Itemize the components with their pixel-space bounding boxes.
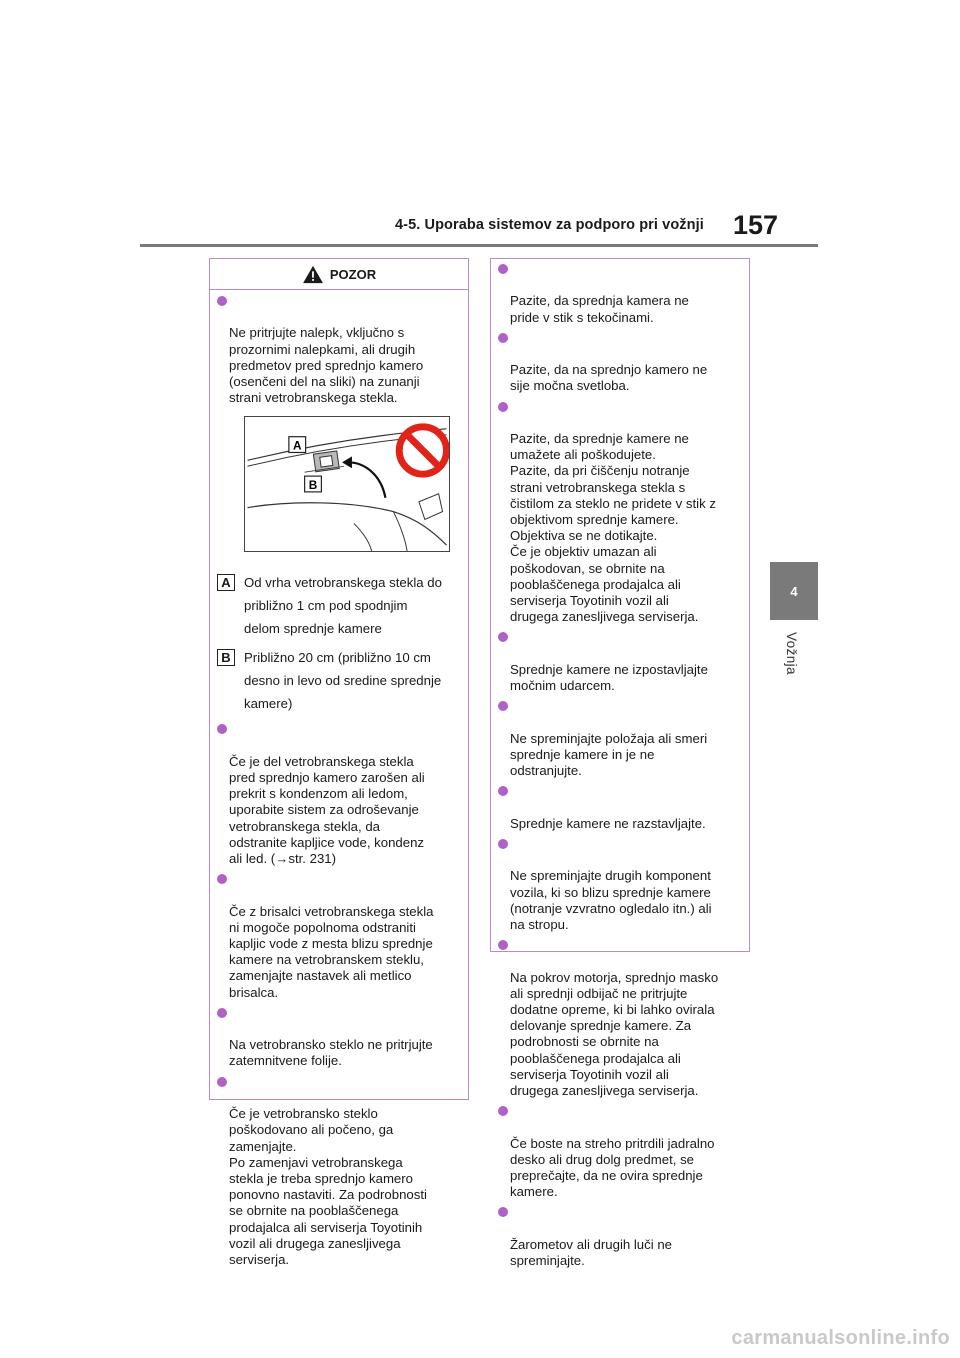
list-item <box>217 293 458 406</box>
chapter-label: Vožnja <box>784 632 799 675</box>
list-item <box>498 698 739 779</box>
bullet-text: Sprednje kamere ne razstavljajte. <box>510 815 706 831</box>
chapter-number: 4 <box>790 583 798 599</box>
bullet-text: Pazite, da na sprednjo kamero ne sije močna svetloba. <box>510 362 708 394</box>
bullet-icon <box>498 264 508 274</box>
bullet-text: Če je del vetrobranskega stekla pred sprednjo kamero zarošen ali prekrit s kondenzom ali ledom, uporabite sistem za odroševanje vetrobranskega stekla, da odstranite kapljice vode, kondenz ali led. (→str. 231) <box>229 753 425 867</box>
list-item <box>498 937 739 1099</box>
bullet-text: Žarometov ali drugih luči ne spreminjajte. <box>510 1236 672 1268</box>
bullet-icon <box>498 701 508 711</box>
list-item <box>217 1074 458 1268</box>
bullet-icon <box>498 940 508 950</box>
list-item <box>498 629 739 694</box>
bullet-text: Ne pritrjujte nalepk, vključno s prozornimi nalepkami, ali drugih predmetov pred sprednjo kamero (osenčeni del na sliki) na zunanji strani vetrobranskega stekla. <box>229 325 424 406</box>
list-item <box>498 1103 739 1200</box>
warning-icon <box>302 265 324 284</box>
list-item <box>217 871 458 1001</box>
bullet-icon <box>498 1207 508 1217</box>
label-a-key: A <box>217 574 235 591</box>
bullet-text: Pazite, da sprednje kamere ne umažete ali poškodujete. Pazite, da pri čiščenju notranje strani vetrobranskega stekla s čistilom za steklo ne pridete v stik z objektivom sprednje kamere. Objektiva se ne dotikajte. Če je objektiv umazan ali poškodovan, se obrnite na pooblaščenega prodajalca ali serviserja Toyotinih vozil ali drugega zanesljivega serviserja. <box>510 431 716 625</box>
caution-box-left <box>209 258 469 1267</box>
bullet-icon <box>498 402 508 412</box>
windshield-camera-illustration <box>244 416 450 552</box>
bullet-text: Če je vetrobransko steklo poškodovano ali počeno, ga zamenjajte. Po zamenjavi vetrobranskega stekla je treba sprednjo kamero ponovno nastaviti. Za podrobnosti se obrnite na pooblaščenega prodajalca ali serviserja Toyotinih vozil ali drugega zanesljivega serviserja. <box>229 1106 427 1267</box>
prohibited-icon <box>399 427 446 474</box>
list-item <box>498 836 739 933</box>
header-rule <box>140 244 818 247</box>
label-b-text: Približno 20 cm (približno 10 cm desno in levo od sredine sprednje kamere) <box>244 650 442 712</box>
caution-header <box>210 259 468 290</box>
list-item <box>498 1204 739 1269</box>
bullet-text: Ne spreminjajte položaja ali smeri sprednje kamere in je ne odstranjujte. <box>510 730 708 779</box>
list-item <box>217 721 458 867</box>
label-b-row <box>217 646 458 715</box>
bullet-icon <box>217 1008 227 1018</box>
label-a-text: Od vrha vetrobranskega stekla do približno 1 cm pod spodnjim delom sprednje kamere <box>244 575 442 637</box>
bullet-text: Pazite, da sprednja kamera ne pride v stik s tekočinami. <box>510 293 689 325</box>
bullet-icon <box>498 1106 508 1116</box>
list-item <box>498 330 739 395</box>
bullet-icon <box>217 296 227 306</box>
chapter-tab <box>770 562 818 620</box>
bullet-icon <box>498 333 508 343</box>
bullet-icon <box>498 786 508 796</box>
list-item <box>217 1005 458 1070</box>
illus-label-a: A <box>292 438 302 453</box>
watermark[interactable]: carmanualsonline.info <box>731 1327 950 1349</box>
list-item <box>498 261 739 326</box>
caution-box-right <box>490 258 750 1268</box>
bullet-icon <box>217 1077 227 1087</box>
bullet-icon <box>217 874 227 884</box>
bullet-text: Na vetrobransko steklo ne pritrjujte zatemnitvene folije. <box>229 1037 433 1069</box>
bullet-icon <box>498 632 508 642</box>
page-number: 157 <box>733 210 779 240</box>
bullet-icon <box>217 724 227 734</box>
label-a-row <box>217 571 458 640</box>
list-item <box>498 783 739 832</box>
illus-label-b: B <box>308 478 318 493</box>
label-b-key: B <box>217 649 235 666</box>
bullet-text: Ne spreminjajte drugih komponent vozila, ki so blizu sprednje kamere (notranje vzvratno ogledalo itn.) ali na stropu. <box>510 868 712 932</box>
bullet-text: Če boste na streho pritrdili jadralno desko ali drug dolg predmet, se preprečajte, da ne ovira sprednje kamere. <box>510 1135 715 1200</box>
section-title: 4-5. Uporaba sistemov za podporo pri vožnji <box>395 217 704 233</box>
bullet-icon <box>498 839 508 849</box>
bullet-text: Če z brisalci vetrobranskega stekla ni mogoče popolnoma odstraniti kapljic vode z mesta blizu sprednje kamere na vetrobranskem steklu, zamenjajte nastavek ali metlico brisalca. <box>229 903 434 1000</box>
list-item <box>498 399 739 626</box>
caution-title: POZOR <box>329 266 377 282</box>
bullet-text: Na pokrov motorja, sprednjo masko ali sprednji odbijač ne pritrjujte dodatne opreme, ki bi lahko ovirala delovanje sprednje kamere. Za podrobnosti se obrnite na pooblaščenega prodajalca ali serviserja Toyotinih vozil ali drugega zanesljivega serviserja. <box>510 969 719 1098</box>
bullet-text: Sprednje kamere ne izpostavljajte močnim udarcem. <box>510 661 708 694</box>
